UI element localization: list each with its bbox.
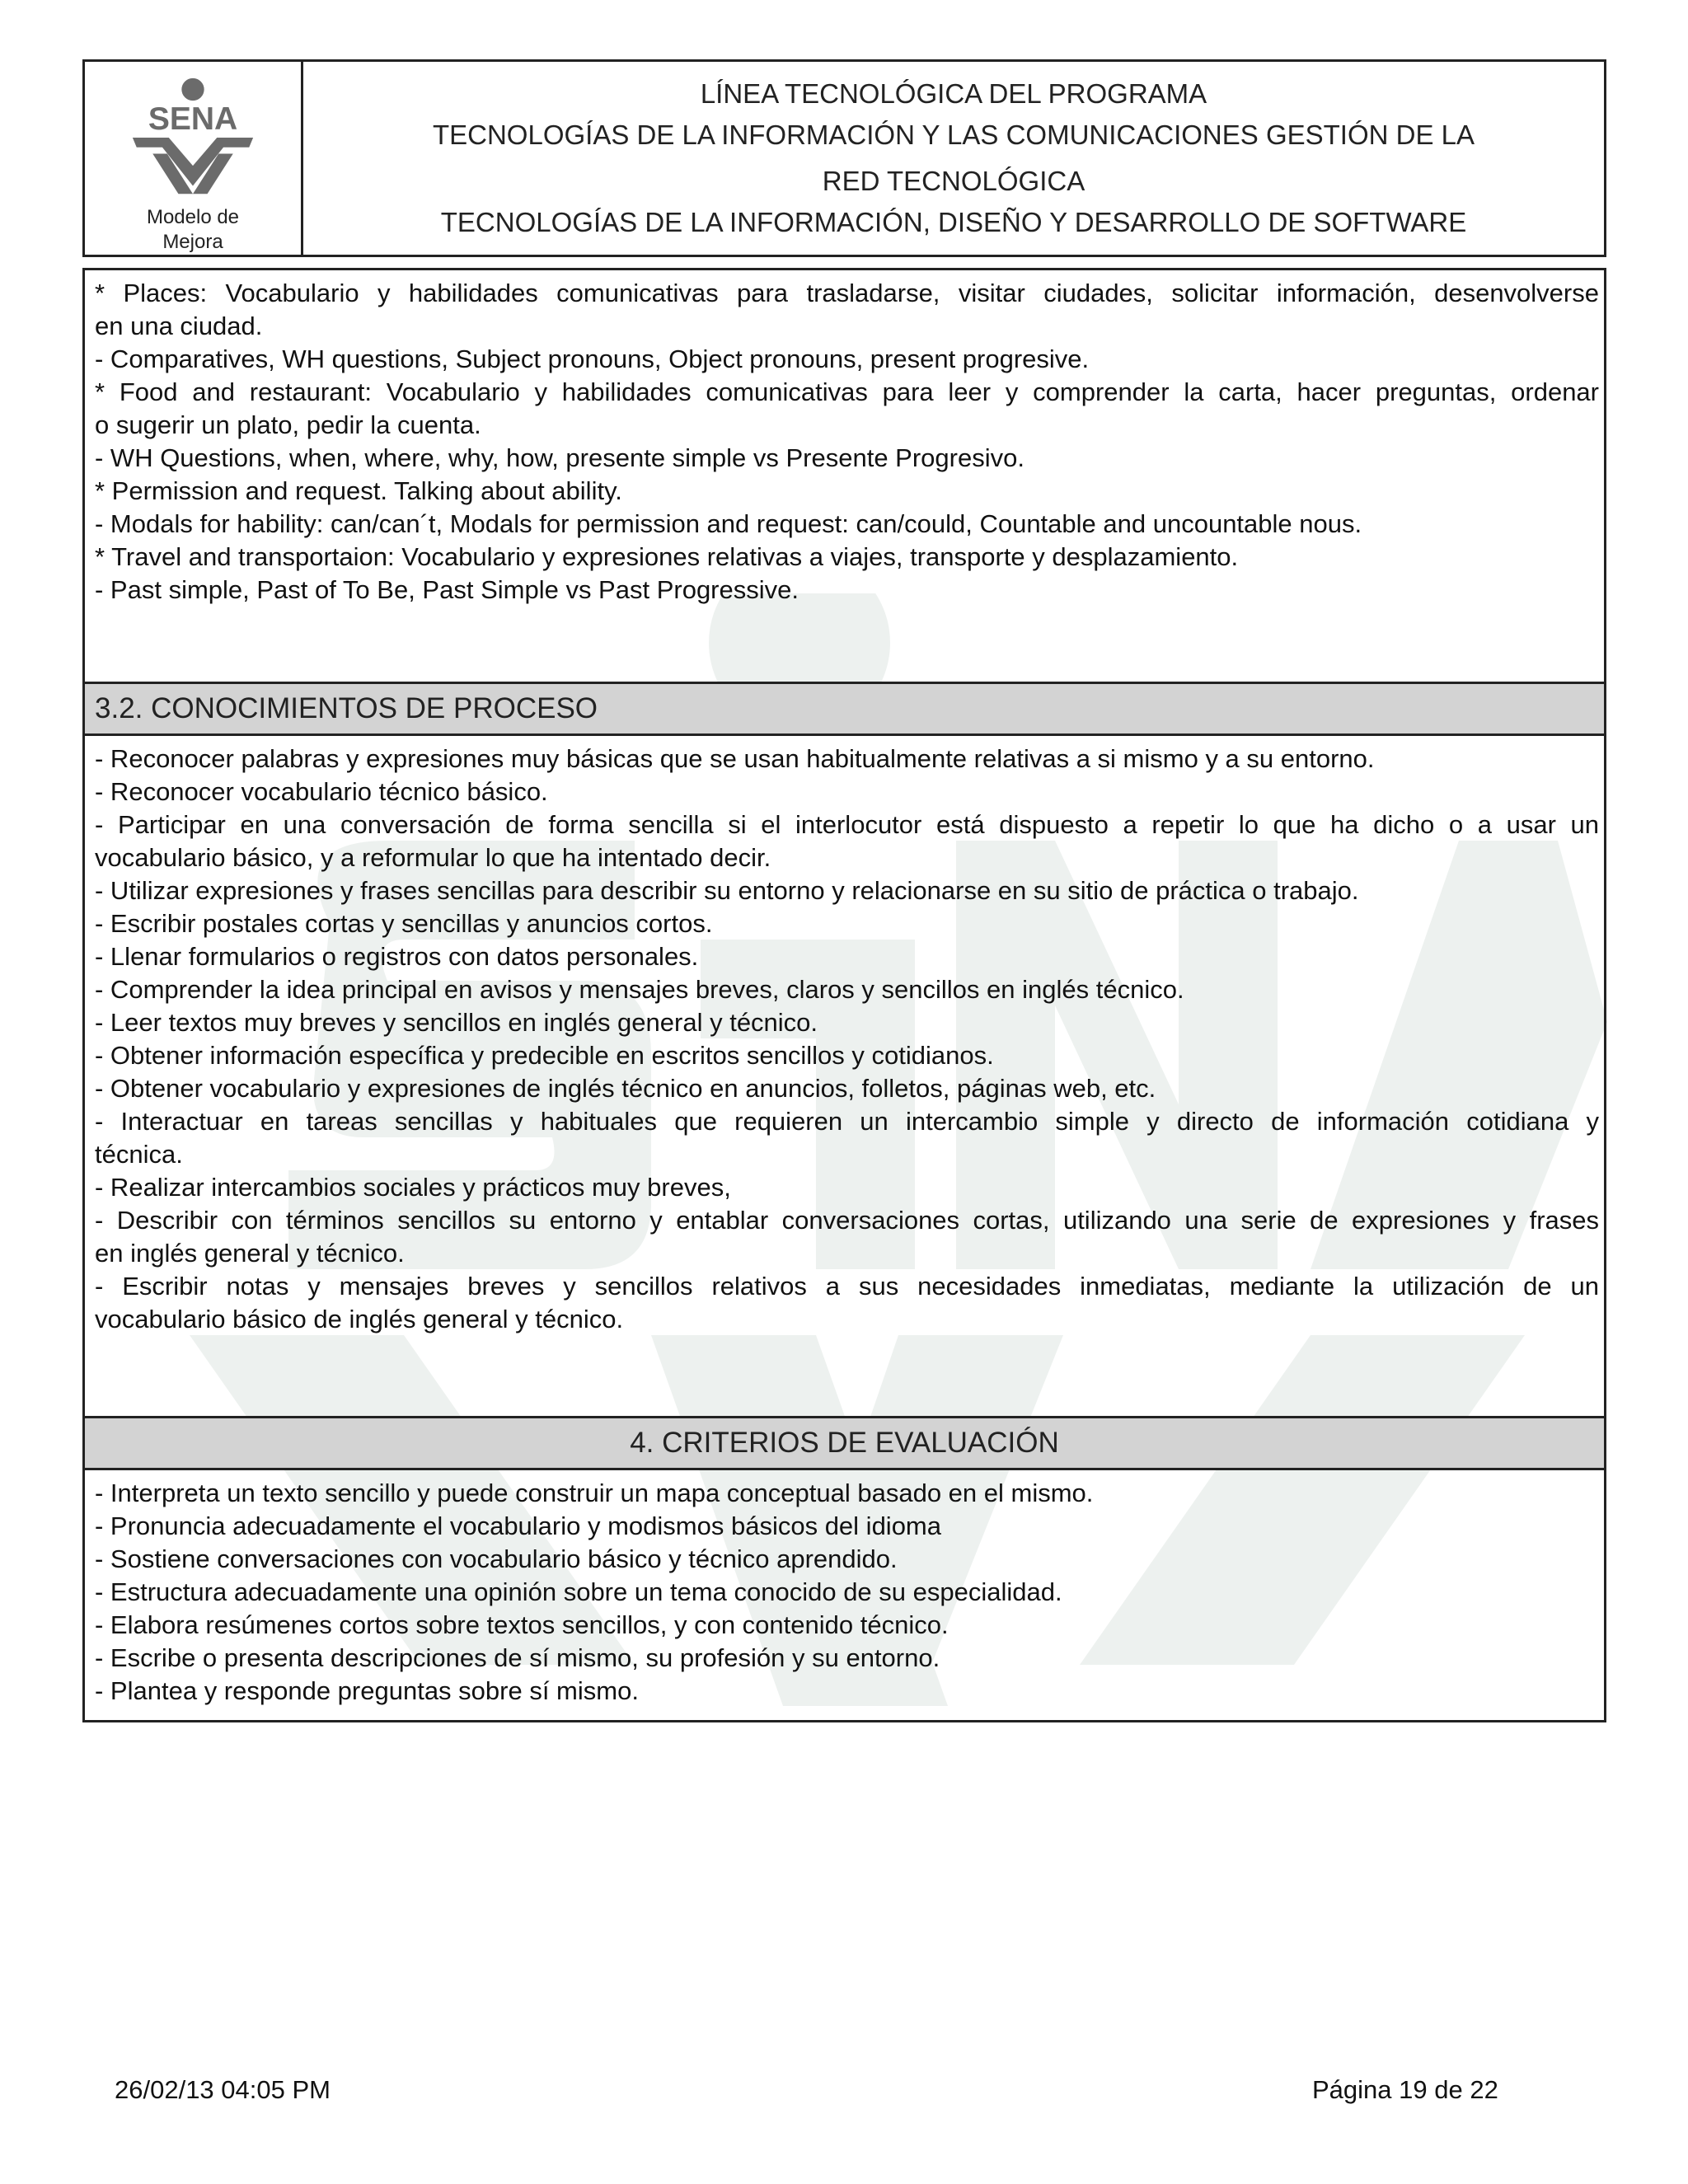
content-line: * Places: Vocabulario y habilidades comunicativas para trasladarse, visitar ciudades, solicitar información, desenvolverse [95,279,1599,307]
sena-logo-icon [127,73,259,202]
footer-page-number: Página 19 de 22 [1312,2075,1498,2104]
content-line: - Obtener vocabulario y expresiones de inglés técnico en anuncios, folletos, páginas web, etc. [95,1074,1156,1103]
header-title [303,62,1604,255]
content-line: - Pronuncia adecuadamente el vocabulario y modismos básicos del idioma [95,1511,941,1540]
knowledge-content-box [82,268,1606,684]
content-line: - Reconocer palabras y expresiones muy básicas que se usan habitualmente relativas a si mismo y a su entorno. [95,744,1375,773]
content-line: en una ciudad. [95,312,263,340]
content-line: - Modals for hability: can/can´t, Modals for permission and request: can/could, Countable and uncountable nous. [95,509,1362,538]
content-line: vocabulario básico de inglés general y técnico. [95,1305,624,1333]
content-line: - Llenar formularios o registros con datos personales. [95,942,699,971]
content-line: - Reconocer vocabulario técnico básico. [95,777,548,806]
content-line: * Food and restaurant: Vocabulario y habilidades comunicativas para leer y comprender la carta, hacer preguntas, ordenar [95,377,1599,406]
header-title-line-1: LÍNEA TECNOLÓGICA DEL PROGRAMA [700,78,1207,109]
knowledge-content-text [85,270,1604,607]
content-line: - Leer textos muy breves y sencillos en inglés general y técnico. [95,1008,818,1037]
content-line: - Estructura adecuadamente una opinión sobre un tema conocido de su especialidad. [95,1577,1062,1606]
content-line: - Past simple, Past of To Be, Past Simple vs Past Progressive. [95,575,799,604]
evaluation-criteria-section [82,1416,1606,1722]
header-title-line-2: TECNOLOGÍAS DE LA INFORMACIÓN Y LAS COMUNICACIONES GESTIÓN DE LA [432,120,1475,150]
logo-caption-line-1: Modelo de [146,206,240,228]
content-line: - Realizar intercambios sociales y prácticos muy breves, [95,1173,731,1202]
content-line: - Comprender la idea principal en avisos y mensajes breves, claros y sencillos en inglés técnico. [95,975,1184,1004]
header-title-line-4: TECNOLOGÍAS DE LA INFORMACIÓN, DISEÑO Y DESARROLLO DE SOFTWARE [440,207,1467,237]
process-knowledge-section [82,682,1606,1418]
logo-caption-line-2: Mejora [162,231,223,253]
content-line: - Escribir notas y mensajes breves y sencillos relativos a sus necesidades inmediatas, mediante la utilización de un [95,1272,1599,1301]
content-line: - Interactuar en tareas sencillas y habituales que requieren un intercambio simple y directo de información cotidiana y [95,1107,1599,1136]
logo-cell [85,62,303,255]
evaluation-criteria-text [85,1470,1604,1708]
content-line: * Permission and request. Talking about ability. [95,476,622,505]
content-line: - WH Questions, when, where, why, how, presente simple vs Presente Progresivo. [95,443,1025,472]
content-line: - Interpreta un texto sencillo y puede construir un mapa conceptual basado en el mismo. [95,1479,1094,1507]
content-line: - Plantea y responde preguntas sobre sí mismo. [95,1676,639,1705]
content-line: - Sostiene conversaciones con vocabulario básico y técnico aprendido. [95,1544,898,1573]
content-line: o sugerir un plato, pedir la cuenta. [95,410,481,439]
content-line: técnica. [95,1140,183,1169]
content-line: - Elabora resúmenes cortos sobre textos sencillos, y con contenido técnico. [95,1610,949,1639]
content-line: - Participar en una conversación de forma sencilla si el interlocutor está dispuesto a repetir lo que ha dicho o a usar un [95,810,1599,839]
content-line: vocabulario básico, y a reformular lo que ha intentado decir. [95,843,771,872]
section-heading: 3.2. CONOCIMIENTOS DE PROCESO [85,684,1604,736]
content-line: en inglés general y técnico. [95,1239,405,1268]
section-heading: 4. CRITERIOS DE EVALUACIÓN [85,1418,1604,1470]
header-title-line-3: RED TECNOLÓGICA [822,166,1085,196]
content-line: - Obtener información específica y predecible en escritos sencillos y cotidianos. [95,1041,994,1070]
footer-datetime: 26/02/13 04:05 PM [115,2075,331,2104]
document-header [82,59,1606,257]
logo-text: SENA [148,101,238,138]
logo-caption [147,205,239,255]
content-line: * Travel and transportaion: Vocabulario y expresiones relativas a viajes, transporte y desplazamiento. [95,542,1239,571]
process-knowledge-text [85,736,1604,1336]
content-line: - Escribir postales cortas y sencillas y anuncios cortos. [95,909,713,938]
content-line: - Escribe o presenta descripciones de sí mismo, su profesión y su entorno. [95,1643,940,1672]
content-line: - Describir con términos sencillos su entorno y entablar conversaciones cortas, utilizando una serie de expresiones y frases [95,1206,1599,1235]
content-line: - Comparatives, WH questions, Subject pronouns, Object pronouns, present progresive. [95,344,1090,373]
content-line: - Utilizar expresiones y frases sencillas para describir su entorno y relacionarse en su sitio de práctica o trabajo. [95,876,1359,905]
